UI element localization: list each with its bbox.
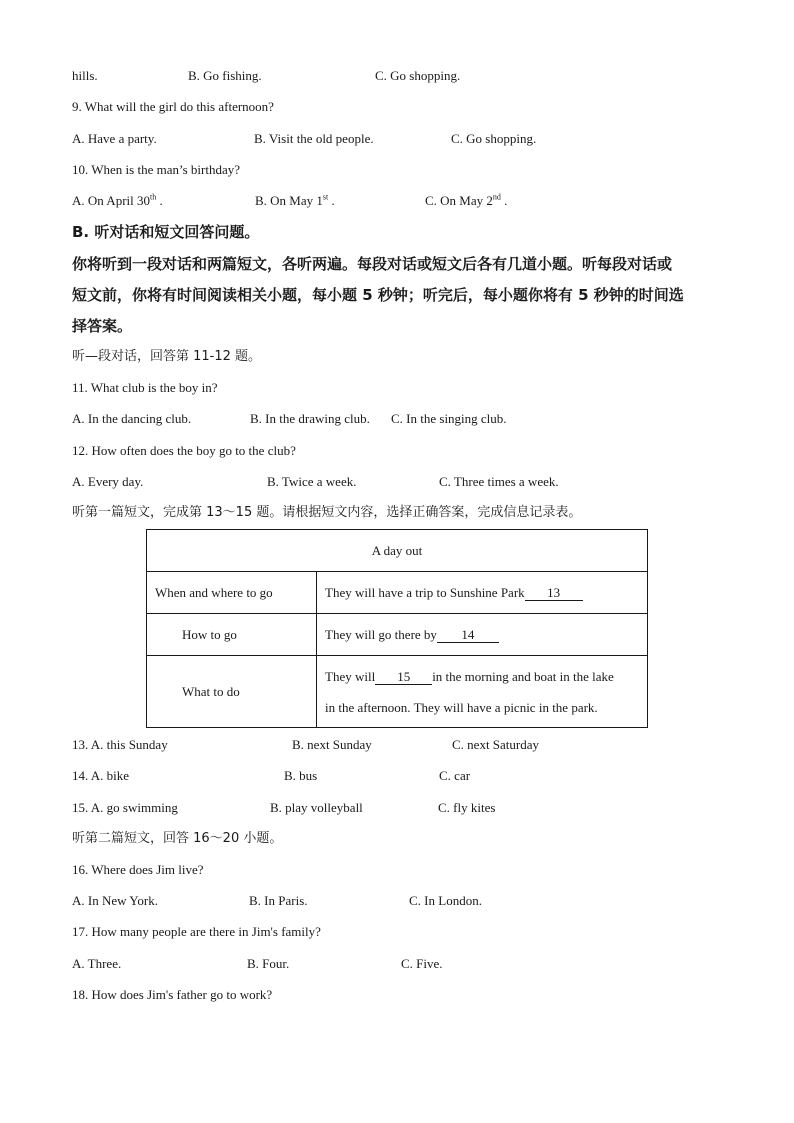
q10-option-c-end: .: [500, 193, 508, 208]
section-b-instruction-line2: 短文前，你将有时间阅读相关小题，每小题 5 秒钟；听完后，每小题你将有 5 秒钟的时间选: [72, 286, 684, 304]
q13-option-a: 13. A. this Sunday: [72, 737, 168, 752]
q16-option-b: B. In Paris.: [249, 893, 308, 908]
q8-option-c: C. Go shopping.: [375, 68, 461, 83]
q13-option-c: C. next Saturday: [452, 737, 540, 752]
table-row3-pre: They will: [325, 668, 376, 684]
q10-option-a: [72, 193, 163, 209]
q12-option-a: A. Every day.: [72, 474, 144, 489]
q16-option-c: C. In London.: [409, 893, 482, 908]
section-b-title: B. 听对话和短文回答问题。: [72, 223, 260, 241]
table-row2-label: How to go: [147, 614, 317, 656]
table-row3-label: What to do: [147, 656, 317, 728]
table-row3-line1: [325, 661, 647, 692]
q16-question: 16. Where does Jim live?: [72, 862, 204, 877]
q10-question: 10. When is the man’s birthday?: [72, 162, 241, 177]
q17-question: 17. How many people are there in Jim's family?: [72, 924, 321, 939]
q14-option-b: B. bus: [284, 768, 318, 783]
q11-option-b: B. In the drawing club.: [250, 411, 370, 426]
q10-option-c-text: C. On May 2: [425, 193, 493, 208]
q10-option-a-sup: th: [150, 192, 157, 202]
info-record-table: [146, 529, 648, 728]
table-header: A day out: [147, 530, 648, 572]
table-row2-value: [317, 614, 648, 656]
q10-option-a-text: A. On April 30: [72, 193, 150, 208]
q15-option-b: B. play volleyball: [270, 800, 363, 815]
q10-option-b-text: B. On May 1: [255, 193, 323, 208]
q17-option-c: C. Five.: [401, 956, 443, 971]
q14-option-c: C. car: [439, 768, 471, 783]
table-row3-value: [317, 656, 648, 728]
q12-option-b: B. Twice a week.: [267, 474, 357, 489]
q17-option-a: A. Three.: [72, 956, 122, 971]
q15-option-a: 15. A. go swimming: [72, 800, 178, 815]
blank-15: 15: [375, 670, 432, 685]
blank-14: 14: [437, 628, 499, 643]
table-row1-text: They will have a trip to Sunshine Park: [325, 584, 525, 600]
table-row1-label: When and where to go: [147, 572, 317, 614]
q10-option-b-sup: st: [322, 192, 329, 202]
q17-option-b: B. Four.: [247, 956, 290, 971]
table-row3-line2: in the afternoon. They will have a picnic in the park.: [325, 699, 598, 715]
q15-option-c: C. fly kites: [438, 800, 496, 815]
q9-option-b: B. Visit the old people.: [254, 131, 374, 146]
q11-option-c: C. In the singing club.: [391, 411, 507, 426]
dialogue-intro: 听—段对话，回答第 11-12 题。: [72, 349, 262, 364]
q8-option-a: hills.: [72, 68, 98, 83]
q10-option-b: [255, 193, 335, 209]
q10-option-c-sup: nd: [492, 192, 501, 202]
passage2-intro: 听第二篇短文，回答 16～20 小题。: [72, 831, 283, 846]
q16-option-a: A. In New York.: [72, 893, 158, 908]
q10-option-a-end: .: [156, 193, 163, 208]
q18-question: 18. How does Jim's father go to work?: [72, 987, 273, 1002]
blank-13: 13: [525, 586, 583, 601]
q9-option-a: A. Have a party.: [72, 131, 157, 146]
q13-option-b: B. next Sunday: [292, 737, 372, 752]
section-b-instruction-line1: 你将听到一段对话和两篇短文，各听两遍。每段对话或短文后各有几道小题。听每段对话或: [72, 255, 673, 273]
q12-option-c: C. Three times a week.: [439, 474, 559, 489]
q9-question: 9. What will the girl do this afternoon?: [72, 99, 274, 114]
q8-option-b: B. Go fishing.: [188, 68, 262, 83]
section-b-instruction-line3: 择答案。: [72, 317, 133, 335]
table-row2-text: They will go there by: [325, 626, 437, 642]
q12-question: 12. How often does the boy go to the club?: [72, 443, 296, 458]
q10-option-c: [425, 193, 507, 209]
passage1-intro: 听第一篇短文，完成第 13～15 题。请根据短文内容，选择正确答案，完成信息记录表。: [72, 505, 582, 520]
q11-option-a: A. In the dancing club.: [72, 411, 192, 426]
table-row1-value: [317, 572, 648, 614]
table-row3-post: in the morning and boat in the lake: [432, 668, 614, 684]
q11-question: 11. What club is the boy in?: [72, 380, 218, 395]
q9-option-c: C. Go shopping.: [451, 131, 537, 146]
q14-option-a: 14. A. bike: [72, 768, 130, 783]
q10-option-b-end: .: [328, 193, 335, 208]
